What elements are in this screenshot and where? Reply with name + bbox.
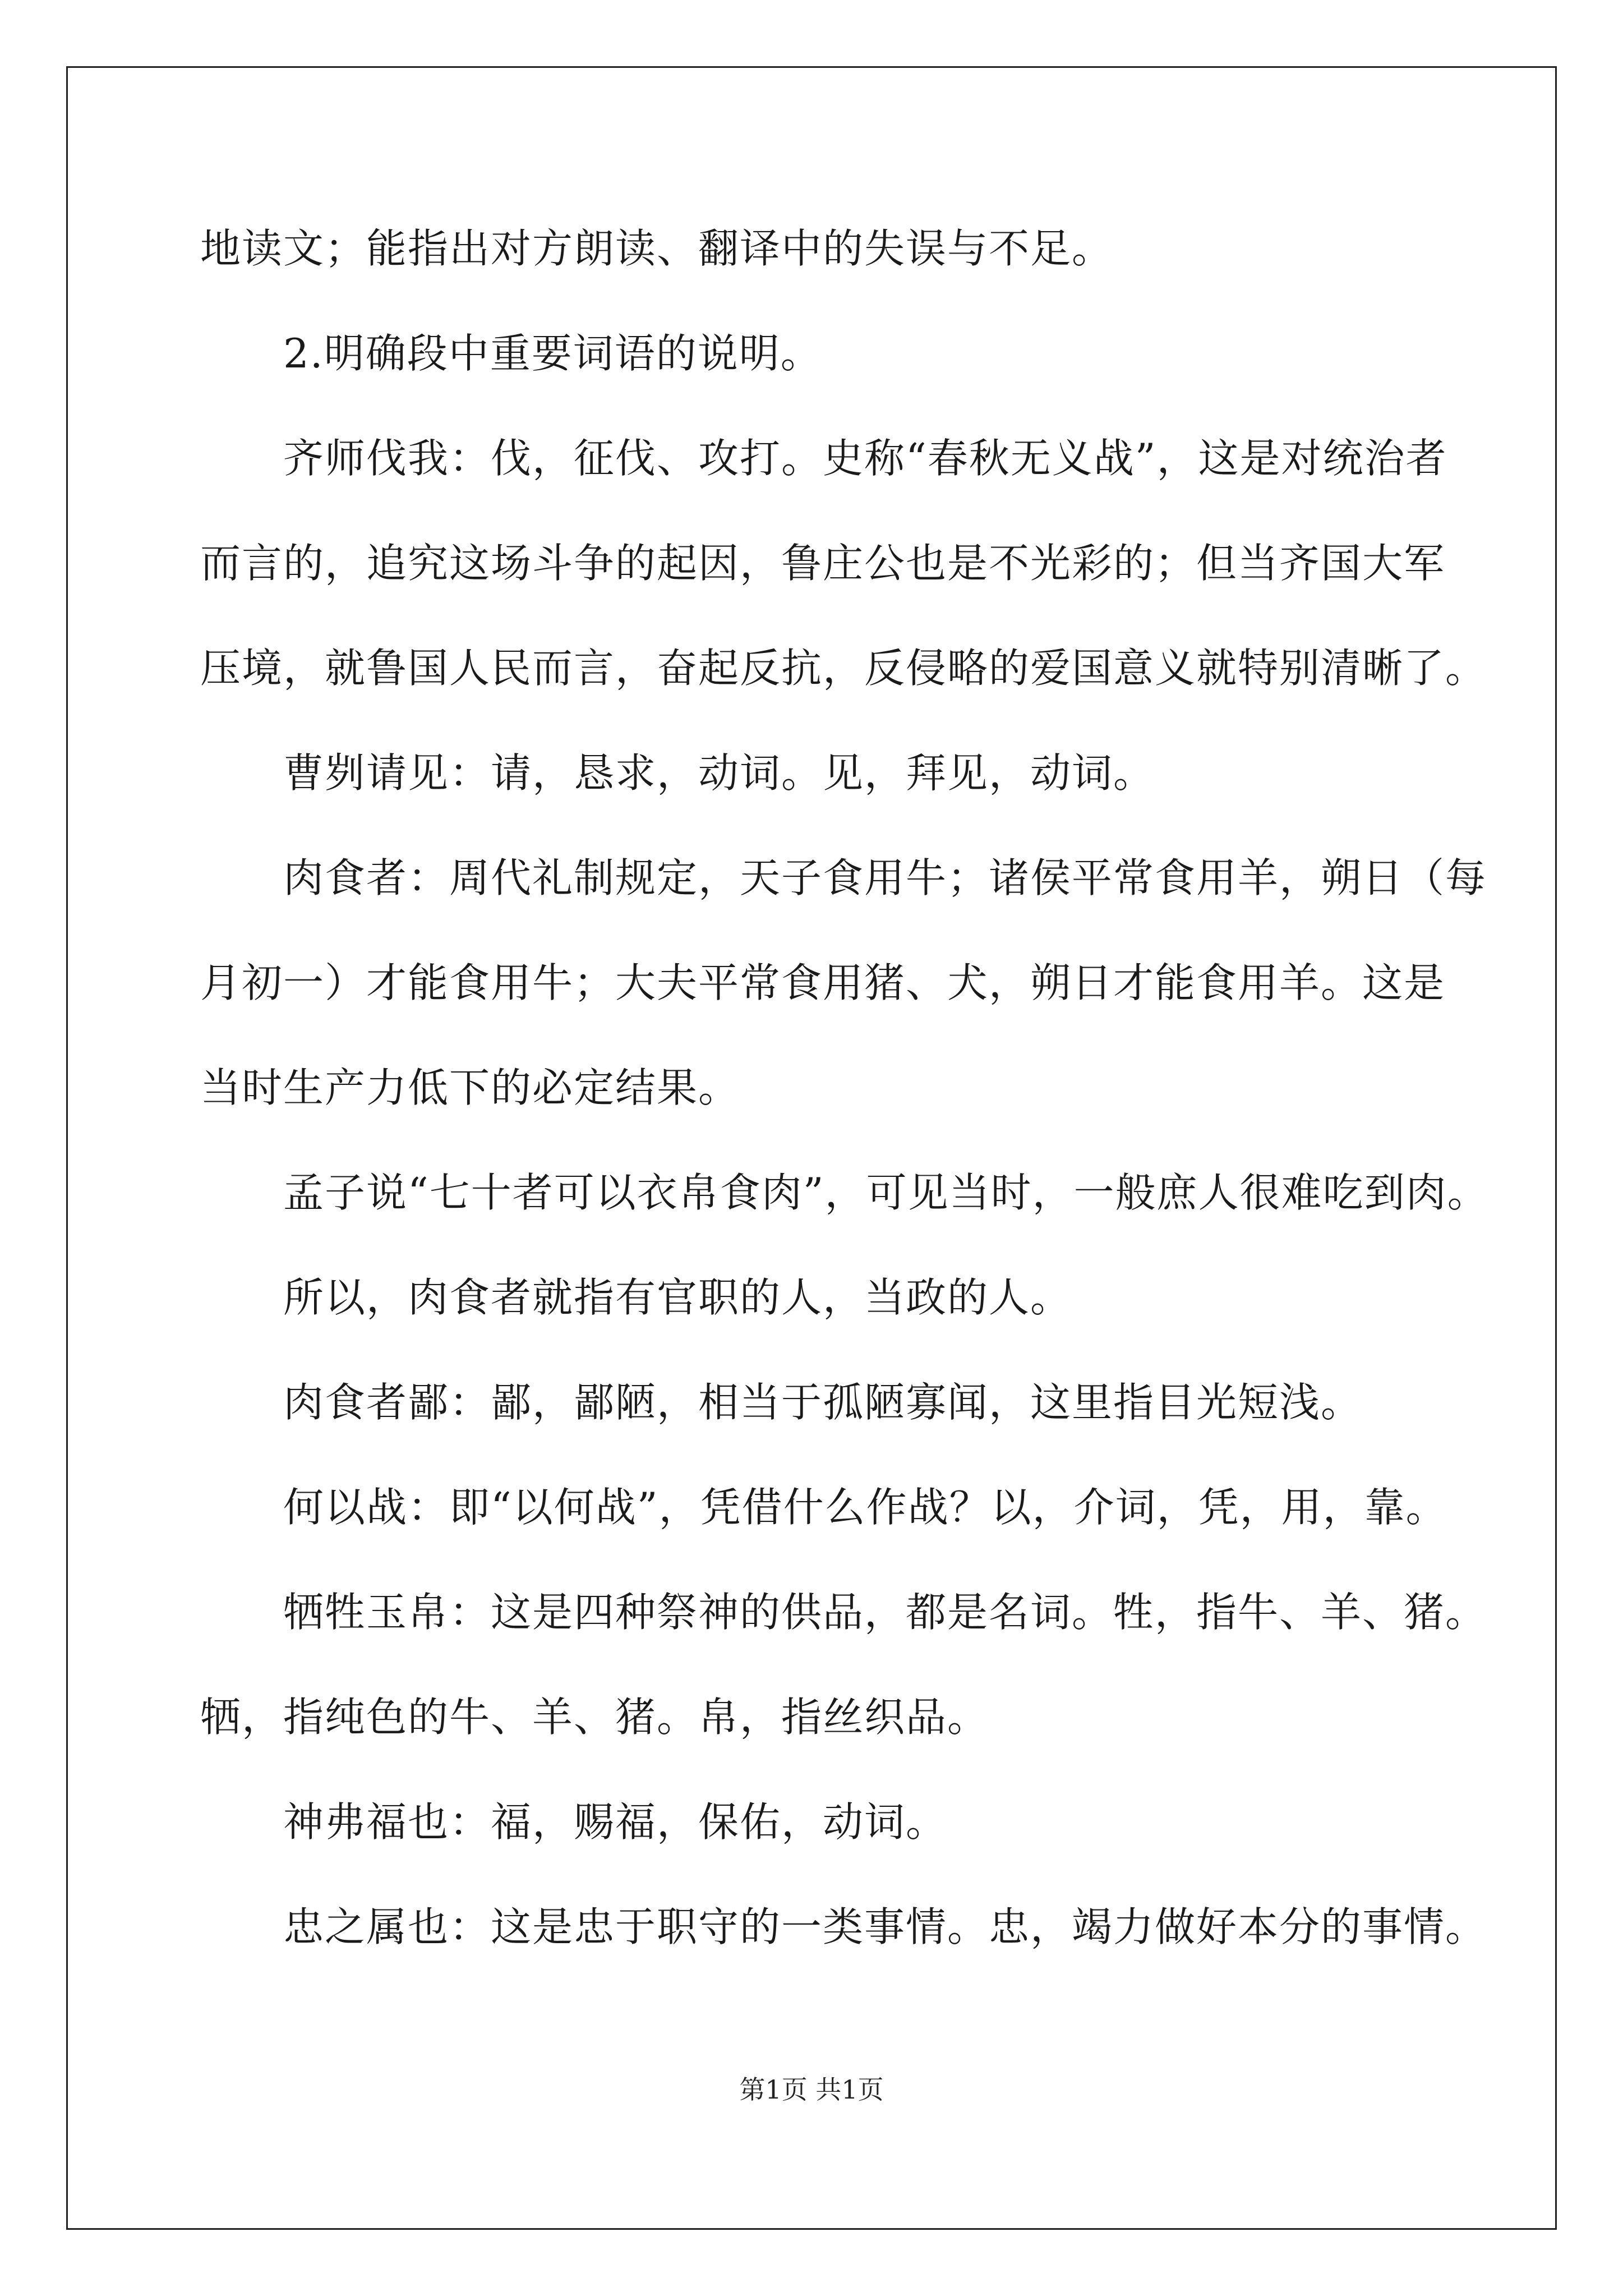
text-line: 孟子说“七十者可以衣帛食肉”，可见当时，一般庶人很难吃到肉。 <box>283 1169 1489 1216</box>
text-line: 2.明确段中重要词语的说明。 <box>283 330 822 377</box>
text-line: 曹刿请见：请，恳求，动词。见，拜见，动词。 <box>283 749 1155 797</box>
text-line: 肉食者：周代礼制规定，天子食用牛；诸侯平常食用羊，朔日（每 <box>283 854 1487 901</box>
page-number-footer: 第1页 共1页 <box>739 2074 884 2105</box>
text-line: 地读文；能指出对方朗读、翻译中的失误与不足。 <box>200 225 1114 272</box>
text-line: 齐师伐我：伐，征伐、攻打。史称“春秋无义战”，这是对统治者 <box>283 435 1447 482</box>
text-line: 所以，肉食者就指有官职的人，当政的人。 <box>283 1274 1072 1321</box>
text-line: 何以战：即“以何战”，凭借什么作战？以，介词，凭，用，靠。 <box>283 1484 1447 1531</box>
text-line: 牺，指纯色的牛、羊、猪。帛，指丝织品。 <box>200 1694 989 1741</box>
text-line: 而言的，追究这场斗争的起因，鲁庄公也是不光彩的；但当齐国大军 <box>200 540 1446 587</box>
text-line: 神弗福也：福，赐福，保佑，动词。 <box>283 1798 948 1846</box>
text-line: 肉食者鄙：鄙，鄙陋，相当于孤陋寡闻，这里指目光短浅。 <box>283 1379 1363 1426</box>
text-line: 当时生产力低下的必定结果。 <box>200 1064 740 1111</box>
text-line: 月初一）才能食用牛；大夫平常食用猪、犬，朔日才能食用羊。这是 <box>200 959 1446 1006</box>
text-line: 牺牲玉帛：这是四种祭神的供品，都是名词。牲，指牛、羊、猪。 <box>283 1589 1487 1636</box>
text-line: 压境，就鲁国人民而言，奋起反抗，反侵略的爱国意义就特别清晰了。 <box>200 645 1487 692</box>
text-line: 忠之属也：这是忠于职守的一类事情。忠，竭力做好本分的事情。 <box>283 1903 1487 1950</box>
